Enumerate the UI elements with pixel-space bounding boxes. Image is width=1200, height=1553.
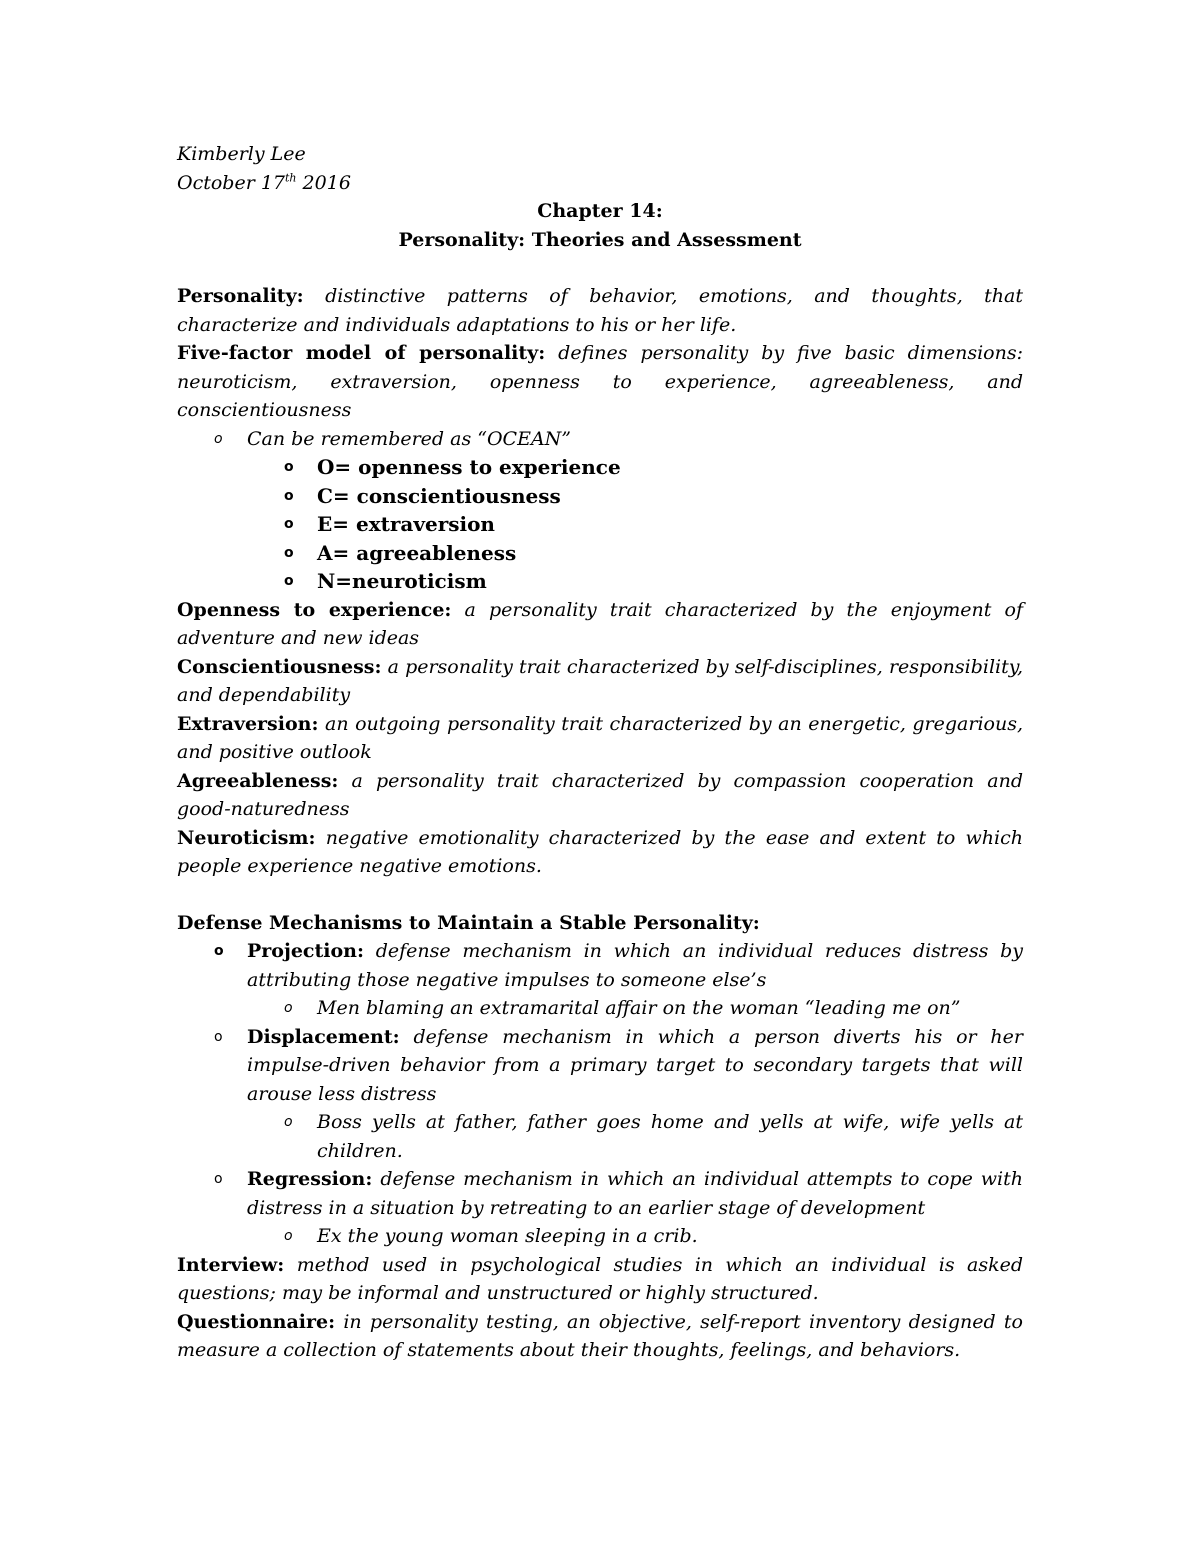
chapter-title: Personality: Theories and Assessment [398,228,802,251]
def-openness [177,596,1023,653]
example-displacement-text: Boss yells at father, father goes home and yells at wife, wife yells at children. [317,1111,1023,1162]
definition-projection: defense mechanism in which an individual reduces distress by attributing those negative impulses to someone else’s [247,940,1023,991]
bullet-icon: o [284,544,294,561]
ocean-item-text: E= extraversion [317,512,495,536]
ocean-item [177,539,1023,568]
def-conscientiousness [177,653,1023,710]
def-agreeableness [177,767,1023,824]
def-interview [177,1251,1023,1308]
ocean-item-text: N=neuroticism [317,569,487,593]
definition-agreeableness: a personality trait characterized by compassion cooperation and good-naturedness [177,769,1023,820]
date-text: October 17 [177,171,285,194]
term-conscientiousness: Conscientiousness: [177,655,382,678]
ocean-item [177,510,1023,539]
term-extraversion: Extraversion: [177,712,319,735]
ocean-item [177,453,1023,482]
document-date [177,169,1023,198]
ocean-item-text: A= agreeableness [317,540,517,565]
definition-personality: distinctive patterns of behavior, emotions, and thoughts, that characterize and individuals adaptations to his or her life. [177,285,1023,336]
bullet-icon: o [284,487,294,504]
document-page [177,140,1023,1365]
term-regression: Regression: [247,1168,373,1190]
bullet-icon: o [284,573,294,589]
ocean-item [177,567,1023,596]
date-year: 2016 [296,171,351,194]
term-neuroticism: Neuroticism: [177,826,316,849]
defense-heading: Defense Mechanisms to Maintain a Stable Personality: [177,911,760,934]
bullet-icon: o [284,516,294,532]
term-questionnaire: Questionnaire: [177,1310,336,1333]
ocean-item [177,482,1023,511]
definition-neuroticism: negative emotionality characterized by the ease and extent to which people experience negative emotions. [177,826,1023,877]
example-displacement [177,1108,1023,1165]
definition-extraversion: an outgoing personality trait characterized by an energetic, gregarious, and positive outlook [177,712,1023,763]
def-extraversion [177,710,1023,767]
defense-projection [177,937,1023,994]
term-agreeableness: Agreeableness: [177,769,339,792]
ocean-note-text: Can be remembered as “OCEAN” [247,427,572,450]
term-displacement: Displacement: [247,1025,400,1048]
term-five-factor: Five-factor model of personality: [177,342,546,364]
example-projection-text: Men blaming an extramarital affair on the woman “leading me on” [317,997,961,1019]
definition-displacement: defense mechanism in which a person diverts his or her impulse-driven behavior from a primary target to secondary targets that will arouse less distress [247,1025,1023,1105]
author-name: Kimberly Lee [177,143,306,165]
date-ordinal: th [285,171,297,185]
ocean-item-text: C= conscientiousness [317,483,561,508]
example-regression-text: Ex the young woman sleeping in a crib. [317,1225,698,1247]
term-interview: Interview: [177,1253,285,1276]
definition-five-factor: defines personality by five basic dimensions: neuroticism, extraversion, openness to experience, agreeableness, and conscientiousness [177,342,1023,421]
spacer [177,254,1023,282]
bullet-icon: o [214,1171,223,1187]
def-five-factor [177,339,1023,425]
definition-regression: defense mechanism in which an individual attempts to cope with distress in a situation by retreating to an earlier stage of development [247,1168,1023,1219]
def-neuroticism [177,824,1023,881]
bullet-icon: o [214,943,224,959]
defense-displacement [177,1023,1023,1109]
definition-conscientiousness: a personality trait characterized by self-disciplines, responsibility, and dependability [177,655,1023,706]
bullet-icon: o [284,1228,293,1244]
bullet-icon: o [284,459,294,475]
definition-interview: method used in psychological studies in which an individual is asked questions; may be informal and unstructured or highly structured. [177,1253,1023,1304]
bullet-icon: o [284,1000,293,1016]
definition-questionnaire: in personality testing, an objective, self-report inventory designed to measure a collection of statements about their thoughts, feelings, and behaviors. [177,1310,1023,1361]
term-personality: Personality: [177,285,304,307]
spacer [177,881,1023,909]
bullet-icon: o [214,1028,223,1045]
example-projection [177,994,1023,1023]
bullet-icon: o [214,430,223,447]
example-regression [177,1222,1023,1251]
defense-regression [177,1165,1023,1222]
ocean-item-text: O= openness to experience [317,455,621,479]
bullet-icon: o [284,1114,293,1130]
ocean-note [177,425,1023,454]
def-personality [177,282,1023,339]
def-questionnaire [177,1308,1023,1365]
definition-openness: a personality trait characterized by the enjoyment of adventure and new ideas [177,598,1023,649]
term-openness: Openness to experience: [177,598,452,621]
chapter-number: Chapter 14: [537,200,663,222]
term-projection: Projection: [247,940,364,962]
